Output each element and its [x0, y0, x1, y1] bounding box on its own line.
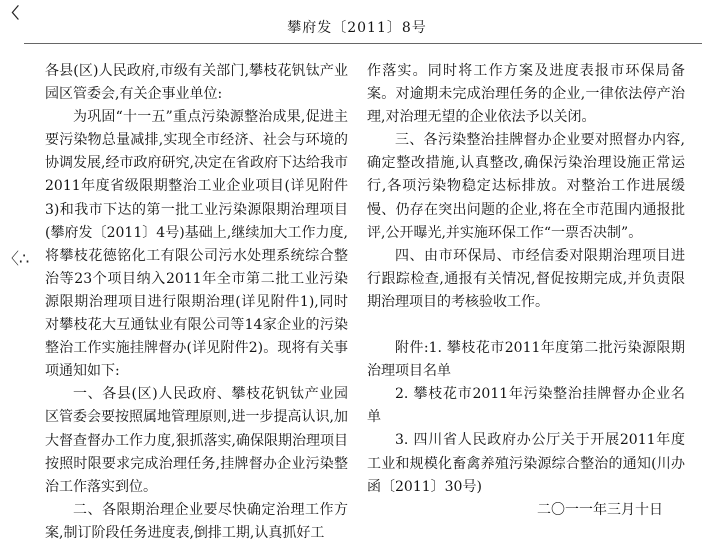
header-divider — [24, 43, 702, 44]
right-column — [367, 60, 685, 522]
corner-bracket-mark: 〈 — [4, 4, 20, 22]
issue-date: 二〇一一年三月十日 — [537, 501, 663, 518]
document-number-header: 攀府发〔2011〕8号 — [287, 20, 427, 36]
intro-paragraph: 为巩固“十一五”重点污染源整治成果,促进主要污染物总量减排,实现全市经济、社会与环境的协调发展,经市政府研究,决定在省政府下达给我市2011年度省级限期整治工业企业项目(详见附件3)和我市下达的第一批工业污染源限期治理项目(攀府发〔2011〕4号)基础上,继续加大工作力度,将攀枝花德铭化工有限公司污水处理系统综合整治等23个项目纳入2011年全市第二批工业污染源限期治理项目进行限期治理(详见附件1),同时对攀枝花大互通钛业有限公司等14家企业的污染整治工作实施挂牌督办(详见附件2)。现将有关事项通知如下: — [45, 109, 348, 380]
item-two-continued: 作落实。同时将工作方案及进度表报市环保局备案。对逾期未完成治理任务的企业,一律依法停产治理,对治理无望的企业依法予以关闭。 — [367, 63, 685, 126]
attachment-1: 附件:1. 攀枝花市2011年度第二批污染源限期治理项目名单 — [367, 340, 685, 380]
attachment-3: 3. 四川省人民政府办公厅关于开展2011年度工业和规模化畜禽养殖污染源综合整治的通知(川办函〔2011〕30号) — [367, 432, 685, 495]
item-four-paragraph: 四、由市环保局、市经信委对限期治理项目进行跟踪检查,通报有关情况,督促按期完成,并负责限期治理项目的考核验收工作。 — [367, 247, 685, 310]
spacer — [367, 314, 685, 337]
item-one-paragraph: 一、各县(区)人民政府、攀枝花钒钛产业园区管委会要按照属地管理原则,进一步提高认识,加大督查督办工作力度,狠抓落实,确保限期治理项目按照时限要求完成治理任务,挂牌督办企业污染整治工作落实到位。 — [45, 386, 348, 495]
item-two-paragraph: 二、各限期治理企业要尽快确定治理工作方案,制订阶段任务进度表,倒排工期,认真抓好工 — [45, 501, 348, 541]
margin-hole-mark: 〈∴ — [3, 249, 30, 268]
item-three-paragraph: 三、各污染整治挂牌督办企业要对照督办内容,确定整改措施,认真整改,确保污染治理设施正常运行,各项污染物稳定达标排放。对整治工作进展缓慢、仍存在突出问题的企业,将在全市范围内通报批评,公开曝光,并实施环保工作“一票否决制”。 — [367, 132, 685, 241]
attachment-2: 2. 攀枝花市2011年污染整治挂牌督办企业名单 — [367, 386, 685, 426]
addressee-paragraph: 各县(区)人民政府,市级有关部门,攀枝花钒钛产业园区管委会,有关企事业单位: — [45, 63, 348, 103]
left-column — [45, 60, 348, 545]
